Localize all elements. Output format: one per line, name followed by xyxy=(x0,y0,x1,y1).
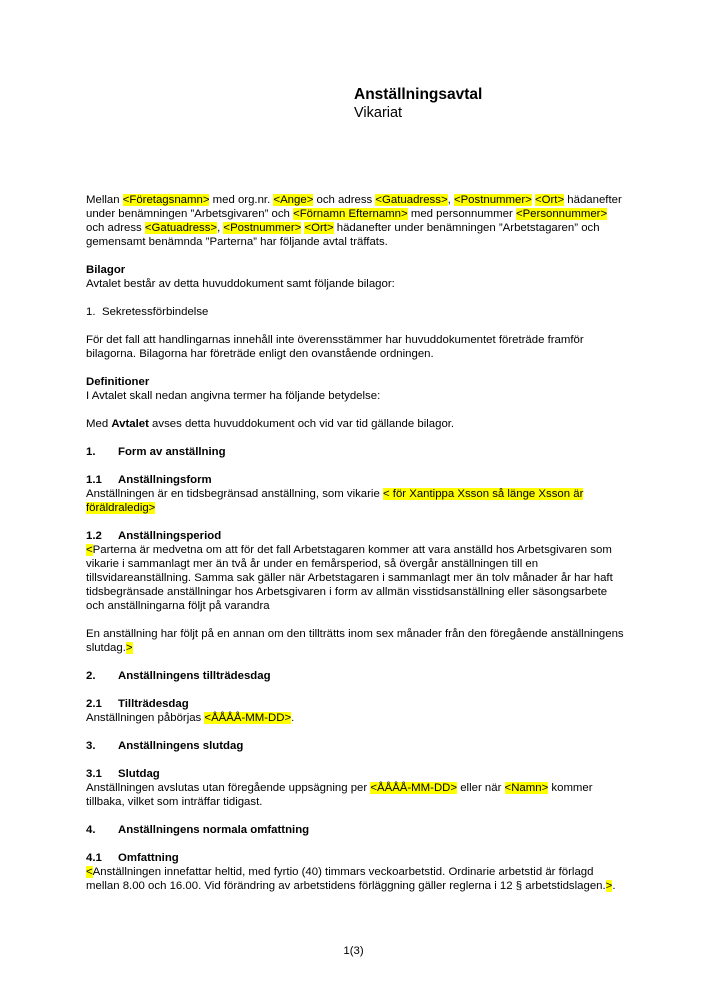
field-employer-city[interactable]: <Ort> xyxy=(534,194,565,206)
section-text: eller när xyxy=(457,782,505,794)
field-employer-postal[interactable]: <Postnummer> xyxy=(453,194,532,206)
intro-text: , xyxy=(217,222,224,234)
section-1-2-paragraph-1 xyxy=(86,543,626,613)
definitioner-heading: Definitioner xyxy=(86,376,150,388)
section-title: Anställningsperiod xyxy=(118,530,222,542)
document-body xyxy=(86,193,626,893)
section-title: Anställningens normala omfattning xyxy=(118,824,310,836)
field-substitute-for[interactable]: < för Xantippa Xsson så länge Xsson är föräldraledig> xyxy=(86,488,584,514)
intro-text: och adress xyxy=(313,194,376,206)
intro-text: , xyxy=(447,194,454,206)
section-1-2-heading xyxy=(86,529,626,543)
document-header xyxy=(354,86,482,122)
section-number: 1. xyxy=(86,446,96,458)
section-1-heading xyxy=(86,445,626,459)
section-number: 1.2 xyxy=(86,530,102,542)
intro-text: hädanefter under benämningen ”Arbetstagaren” och gemensamt benämnda ”Parterna” har följande avtal träffats. xyxy=(86,222,600,248)
section-number: 4.1 xyxy=(86,852,102,864)
section-number: 1.1 xyxy=(86,474,102,486)
section-3-1-text xyxy=(86,781,626,809)
field-employee-postal[interactable]: <Postnummer> xyxy=(223,222,302,234)
optional-clause-close-marker[interactable]: > xyxy=(605,880,613,892)
section-1-1-text xyxy=(86,487,626,515)
section-4-1-text xyxy=(86,865,626,893)
intro-text: och adress xyxy=(86,222,145,234)
bilaga-item-number: 1. xyxy=(86,306,96,318)
section-2-1-heading xyxy=(86,697,626,711)
page-number: 1(3) xyxy=(343,945,364,957)
section-title: Form av anställning xyxy=(118,446,226,458)
section-number: 2.1 xyxy=(86,698,102,710)
section-number: 3. xyxy=(86,740,96,752)
intro-text: hädanefter under benämningen ”Arbetsgivaren” och xyxy=(86,194,622,220)
section-text: Anställningen påbörjas xyxy=(86,712,205,724)
intro-text: med org.nr. xyxy=(209,194,274,206)
field-start-date[interactable]: <ÅÅÅÅ-MM-DD> xyxy=(204,712,292,724)
definition-avtalet xyxy=(86,417,626,431)
section-title: Anställningsform xyxy=(118,474,212,486)
field-employee-city[interactable]: <Ort> xyxy=(304,222,334,234)
field-end-date[interactable]: <ÅÅÅÅ-MM-DD> xyxy=(370,782,458,794)
section-number: 3.1 xyxy=(86,768,102,780)
definition-text: avses detta huvuddokument och vid var tid gällande bilagor. xyxy=(148,418,455,430)
section-3-heading xyxy=(86,739,626,753)
bilaga-item-label: Sekretessförbindelse xyxy=(102,306,209,318)
field-absent-name[interactable]: <Namn> xyxy=(504,782,549,794)
optional-clause-open-marker[interactable]: < xyxy=(86,866,93,878)
field-company-name[interactable]: <Företagsnamn> xyxy=(122,194,210,206)
section-text: Anställningen är en tidsbegränsad anställning, som vikarie xyxy=(86,488,383,500)
section-4-1-heading xyxy=(86,851,626,865)
section-text: kommer tillbaka, vilket som inträffar tidigast. xyxy=(86,782,593,808)
field-org-number[interactable]: <Ange> xyxy=(273,194,314,206)
definition-text: Med xyxy=(86,418,112,430)
bilaga-item xyxy=(86,305,626,319)
section-text: Anställningen innefattar heltid, med fyrtio (40) timmars veckoarbetstid. Ordinarie arbetstid är förlagd mellan 8.00 och 16.00. Vid förändring av arbetstidens förläggning gäller reglerna i 12 § arbetstidslagen. xyxy=(86,866,606,892)
section-2-1-text xyxy=(86,711,626,725)
section-3-1-heading xyxy=(86,767,626,781)
section-text: En anställning har följt på en annan om den tillträtts inom sex månader från den föregående anställningens slutdag. xyxy=(86,628,624,654)
section-text: . xyxy=(291,712,295,724)
field-personal-number[interactable]: <Personnummer> xyxy=(515,208,608,220)
section-number: 2. xyxy=(86,670,96,682)
intro-text: med personnummer xyxy=(407,208,516,220)
bilagor-heading: Bilagor xyxy=(86,264,126,276)
section-title: Slutdag xyxy=(118,768,160,780)
section-title: Tillträdesdag xyxy=(118,698,189,710)
bilagor-text: Avtalet består av detta huvuddokument samt följande bilagor: xyxy=(86,278,395,290)
definitioner-text: I Avtalet skall nedan angivna termer ha följande betydelse: xyxy=(86,390,381,402)
section-1-2-paragraph-2 xyxy=(86,627,626,655)
section-1-1-heading xyxy=(86,473,626,487)
section-2-heading xyxy=(86,669,626,683)
section-number: 4. xyxy=(86,824,96,836)
optional-clause-open-marker[interactable]: < xyxy=(86,544,93,556)
document-subtitle: Vikariat xyxy=(354,105,403,121)
optional-clause-close-marker[interactable]: > xyxy=(125,642,133,654)
section-title: Anställningens tillträdesdag xyxy=(118,670,271,682)
section-title: Omfattning xyxy=(118,852,179,864)
section-text: . xyxy=(612,880,616,892)
field-employer-street[interactable]: <Gatuadress> xyxy=(375,194,448,206)
intro-paragraph xyxy=(86,193,626,249)
document-title: Anställningsavtal xyxy=(354,86,483,103)
bilagor-precedence: För det fall att handlingarnas innehåll inte överensstämmer har huvuddokumentet företräde framför bilagorna. Bilagorna har företräde enligt den ovanstående ordningen. xyxy=(86,334,584,360)
intro-text: Mellan xyxy=(86,194,123,206)
section-4-heading xyxy=(86,823,626,837)
section-text: Anställningen avslutas utan föregående uppsägning per xyxy=(86,782,371,794)
field-employee-street[interactable]: <Gatuadress> xyxy=(144,222,218,234)
section-title: Anställningens slutdag xyxy=(118,740,244,752)
section-text: Parterna är medvetna om att för det fall Arbetstagaren kommer att vara anställd hos Arbetsgivaren som vikarie i sammanlagt mer än två år under en femårsperiod, så övergår anställningen till en tillsvidareanställning. Samma sak gäller när Arbetstagaren i sammanlagt mer än tolv månader år har haft tidsbegränsade anställningar hos Arbetsgivaren i form av allmän visstidsanställning eller säsongsarbete och anställningarna följt på varandra xyxy=(86,544,613,612)
definition-term: Avtalet xyxy=(111,418,149,430)
field-employee-name[interactable]: <Förnamn Efternamn> xyxy=(293,208,408,220)
